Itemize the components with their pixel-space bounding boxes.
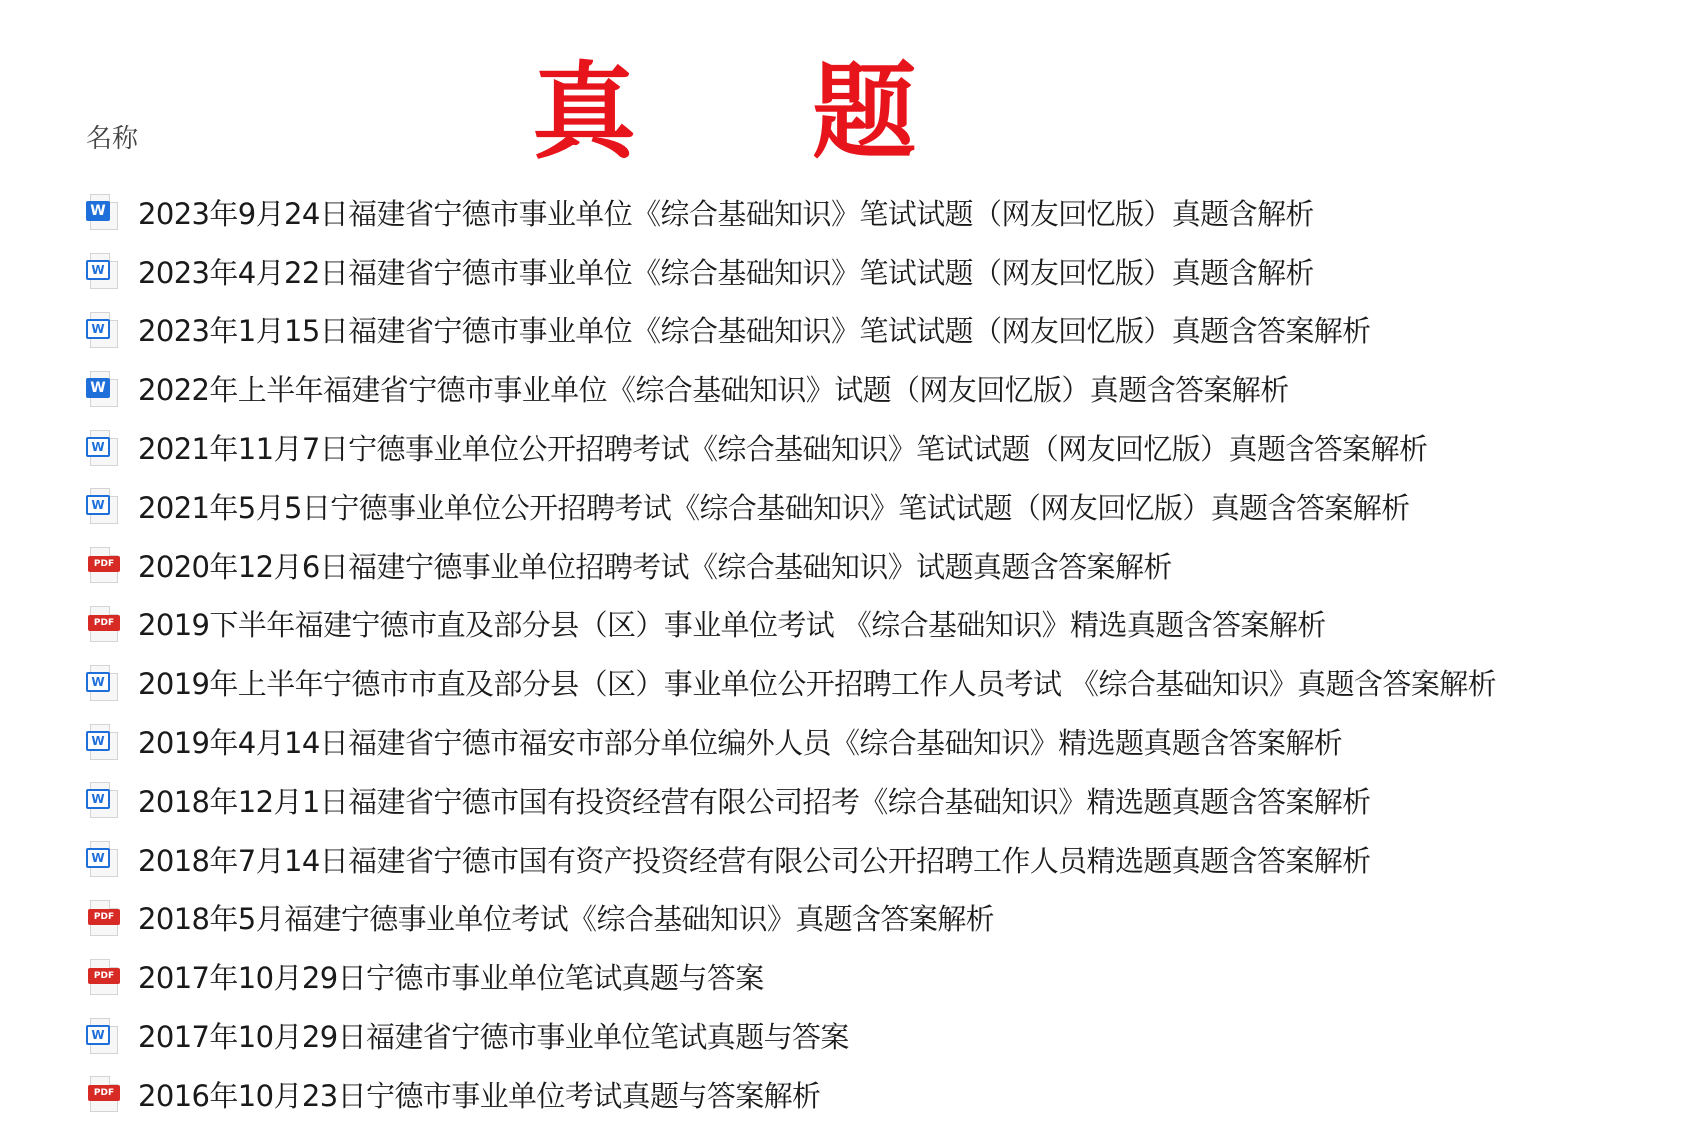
file-row[interactable]	[86, 359, 1686, 418]
file-type-badge: W	[86, 319, 110, 339]
file-type-badge: W	[86, 672, 110, 692]
file-type-badge: W	[86, 378, 110, 398]
file-type-badge: W	[86, 201, 110, 221]
file-type-badge: PDF	[88, 909, 120, 925]
file-type-badge: W	[86, 260, 110, 280]
file-row[interactable]	[86, 477, 1686, 536]
file-type-badge: PDF	[88, 1085, 120, 1101]
column-header-fragment: 名称	[86, 124, 139, 154]
word-file-icon	[86, 1016, 122, 1056]
file-name: 2021年5月5日宁德事业单位公开招聘考试《综合基础知识》笔试试题（网友回忆版）真题含答案解析	[138, 490, 1410, 525]
file-row[interactable]	[86, 418, 1686, 477]
file-name: 2018年7月14日福建省宁德市国有资产投资经营有限公司公开招聘工作人员精选题真题含答案解析	[138, 843, 1371, 878]
file-name: 2017年10月29日宁德市事业单位笔试真题与答案	[138, 961, 764, 996]
word-file-icon	[86, 486, 122, 526]
pdf-file-icon	[86, 545, 122, 585]
file-row[interactable]	[86, 889, 1686, 948]
pdf-file-icon	[86, 957, 122, 997]
file-type-badge: W	[86, 731, 110, 751]
file-type-badge: PDF	[88, 556, 120, 572]
word-file-icon	[86, 369, 122, 409]
file-type-badge: W	[86, 848, 110, 868]
file-type-badge: W	[86, 789, 110, 809]
file-type-badge: W	[86, 495, 110, 515]
file-type-badge: PDF	[88, 615, 120, 631]
file-name: 2018年5月福建宁德事业单位考试《综合基础知识》真题含答案解析	[138, 902, 995, 937]
file-name: 2023年1月15日福建省宁德市事业单位《综合基础知识》笔试试题（网友回忆版）真题含答案解析	[138, 314, 1371, 349]
file-name: 2016年10月23日宁德市事业单位考试真题与答案解析	[138, 1078, 821, 1113]
file-row[interactable]	[86, 712, 1686, 771]
pdf-file-icon	[86, 1074, 122, 1114]
word-file-icon	[86, 428, 122, 468]
file-name: 2019下半年福建宁德市直及部分县（区）事业单位考试 《综合基础知识》精选真题含答案解析	[138, 608, 1326, 643]
file-row[interactable]	[86, 301, 1686, 360]
file-list	[86, 183, 1686, 1124]
file-row[interactable]	[86, 242, 1686, 301]
file-type-badge: PDF	[88, 968, 120, 984]
file-type-badge: W	[86, 1025, 110, 1045]
file-row[interactable]	[86, 183, 1686, 242]
file-row[interactable]	[86, 536, 1686, 595]
file-name: 2019年上半年宁德市市直及部分县（区）事业单位公开招聘工作人员考试 《综合基础知识》真题含答案解析	[138, 667, 1497, 702]
word-file-icon	[86, 310, 122, 350]
file-row[interactable]	[86, 947, 1686, 1006]
file-row[interactable]	[86, 653, 1686, 712]
file-name: 2022年上半年福建省宁德市事业单位《综合基础知识》试题（网友回忆版）真题含答案解析	[138, 373, 1289, 408]
page-title: 真 题	[532, 51, 987, 173]
file-row[interactable]	[86, 771, 1686, 830]
file-name: 2018年12月1日福建省宁德市国有投资经营有限公司招考《综合基础知识》精选题真题含答案解析	[138, 784, 1371, 819]
pdf-file-icon	[86, 898, 122, 938]
file-name: 2023年9月24日福建省宁德市事业单位《综合基础知识》笔试试题（网友回忆版）真题含解析	[138, 196, 1314, 231]
file-row[interactable]	[86, 830, 1686, 889]
file-name: 2019年4月14日福建省宁德市福安市部分单位编外人员《综合基础知识》精选题真题含答案解析	[138, 726, 1343, 761]
file-name: 2021年11月7日宁德事业单位公开招聘考试《综合基础知识》笔试试题（网友回忆版）真题含答案解析	[138, 432, 1428, 467]
word-file-icon	[86, 722, 122, 762]
word-file-icon	[86, 251, 122, 291]
file-name: 2017年10月29日福建省宁德市事业单位笔试真题与答案	[138, 1020, 849, 1055]
file-row[interactable]	[86, 595, 1686, 654]
word-file-icon	[86, 839, 122, 879]
file-row[interactable]	[86, 1006, 1686, 1065]
word-file-icon	[86, 192, 122, 232]
file-name: 2023年4月22日福建省宁德市事业单位《综合基础知识》笔试试题（网友回忆版）真题含解析	[138, 255, 1314, 290]
word-file-icon	[86, 780, 122, 820]
word-file-icon	[86, 663, 122, 703]
file-type-badge: W	[86, 437, 110, 457]
file-row[interactable]	[86, 1065, 1686, 1124]
file-name: 2020年12月6日福建宁德事业单位招聘考试《综合基础知识》试题真题含答案解析	[138, 549, 1172, 584]
pdf-file-icon	[86, 604, 122, 644]
